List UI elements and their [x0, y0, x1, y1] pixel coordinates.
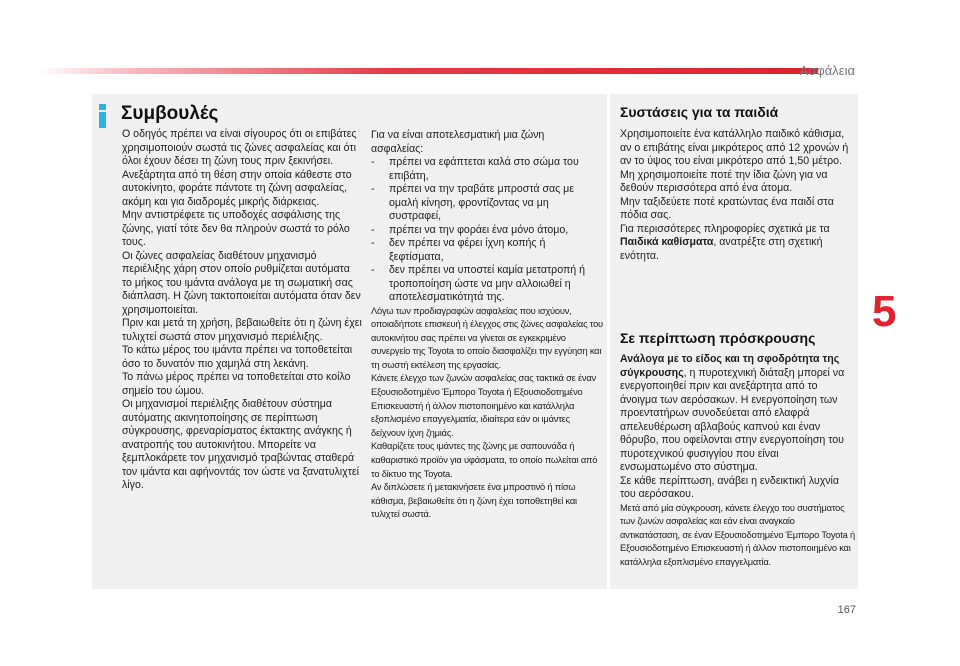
section-title: Ασφάλεια [799, 63, 855, 78]
list-item: - πρέπει να την φοράει ένα μόνο άτομο, [371, 223, 569, 236]
accident-small-paragraph: Μετά από μία σύγκρουση, κάνετε έλεγχο του συστήματος των ζωνών ασφαλείας και εάν είναι αναγκαίο αντικατάσταση, σε έναν Εξουσιοδοτημένο Έμπορο Toyota ή Εξουσιοδοτημένο Επισκευαστή ή άλλον πιστοποιημένο και κατάλληλα εξοπλισμένο επαγγελματία. [620, 502, 855, 567]
children-paragraph: Μην ταξιδεύετε ποτέ κρατώντας ένα παιδί στα πόδια σας. [620, 195, 834, 221]
advice-small-paragraph: Καθαρίζετε τους ιμάντες της ζώνης με σαπουνάδα ή καθαριστικό προϊόν για υφάσματα, το οποίο πωλείται από το δίκτυο της Toyota. [371, 441, 598, 479]
column-divider [607, 94, 610, 589]
child-seats-link-text: Παιδικά καθίσματα [620, 236, 714, 248]
list-item: - πρέπει να εφάπτεται καλά στο σώμα του επιβάτη, [371, 156, 579, 182]
advice-title: Συμβουλές [121, 103, 219, 124]
children-paragraph: Χρησιμοποιείτε ένα κατάλληλο παιδικό κάθισμα, αν ο επιβάτης είναι μικρότερος από 12 χρονών ή αν το ύψος του είναι μικρότερο από 1,50 μέτρο. [620, 128, 849, 167]
advice-paragraph: Μην αντιστρέφετε τις υποδοχές ασφάλισης της ζώνης, γιατί τότε δεν θα πληρούν σωστά το ρόλο τους. [122, 209, 350, 248]
advice-paragraph: Ανεξάρτητα από τη θέση στην οποία κάθεστε στο αυτοκίνητο, φοράτε πάντοτε τη ζώνη ασφαλείας, ακόμη και για διαδρομές μικρής διάρκειας. [122, 168, 352, 208]
advice-small-paragraph: Κάνετε έλεγχο των ζωνών ασφαλείας σας τακτικά σε έναν Εξουσιοδοτημένο Έμπορο Toyota ή Εξουσιοδοτημένο Επισκευαστή ή άλλον πιστοποιημένο και κατάλληλα εξοπλισμένο επαγγελματία, ιδιαίτερα εάν οι ιμάντες δείχνουν ίχνη ζημιάς. [371, 373, 596, 438]
children-column [620, 128, 852, 263]
advice-paragraph: Οι μηχανισμοί περιέλιξης διαθέτουν σύστημα αυτόματης ακινητοποίησης σε περίπτωση σύγκρουσης, φρεναρίσματος έκτακτης ανάγκης ή ανατροπής του αυτοκινήτου. Μπορείτε να ξεμπλοκάρετε τον μηχανισμό τραβώντας σταθερά τον ιμάντα και αφήνοντάς τον ώστε να ξανατυλιχτεί λίγο. [122, 398, 359, 491]
advice-column-1 [122, 128, 362, 493]
advice-paragraph: Οι ζώνες ασφαλείας διαθέτουν μηχανισμό περιέλιξης χάρη στον οποίο ρυθμίζεται αυτόματα το μήκος του ιμάντα ανάλογα με τη σωματική σας διάπλαση. Η ζώνη τακτοποιείται αυτόματα όταν δεν χρησιμοποιείται. [122, 249, 361, 316]
children-paragraph: Μη χρησιμοποιείτε ποτέ την ίδια ζώνη για να δεθούν περισσότερα από ένα άτομα. [620, 168, 828, 194]
advice-paragraph: Το κάτω μέρος του ιμάντα πρέπει να τοποθετείται όσο το δυνατόν πιο χαμηλά στη λεκάνη. [122, 344, 353, 370]
chapter-number: 5 [872, 287, 897, 336]
advice-small-paragraph: Αν διπλώσετε ή μετακινήσετε ένα μπροστινό ή πίσω κάθισμα, βεβαιωθείτε ότι η ζώνη έχει τοποθετηθεί και τυλιχτεί σωστά. [371, 482, 577, 520]
list-item: - πρέπει να την τραβάτε μπροστά σας με ομαλή κίνηση, φροντίζοντας να μη συστραφεί, [371, 183, 574, 222]
advice-small-paragraph: Λόγω των προδιαγραφών ασφαλείας που ισχύουν, οποιαδήποτε επισκευή ή έλεγχος στις ζώνες ασφαλείας του αυτοκινήτου σας πρέπει να γίνεται σε εγκεκριμένο συνεργείο της Toyota το οποίο διασφαλίζει την εγγύηση και τη σωστή εκτέλεση της εργασίας. [371, 305, 603, 370]
accident-title: Σε περίπτωση πρόσκρουσης [620, 330, 816, 346]
info-icon [96, 104, 110, 128]
advice-paragraph: Ο οδηγός πρέπει να είναι σίγουρος ότι οι επιβάτες χρησιμοποιούν σωστά τις ζώνες ασφαλείας και ότι όλοι έχουν δέσει τη ζώνη τους πριν ξεκινήσει. [122, 128, 357, 167]
children-title: Συστάσεις για τα παιδιά [620, 104, 779, 120]
advice-column-2 [371, 129, 603, 522]
page-number: 167 [837, 604, 856, 616]
header-accent-bar [38, 68, 818, 74]
accident-paragraph: Σε κάθε περίπτωση, ανάβει η ενδεικτική λυχνία του αερόσακου. [620, 474, 840, 500]
effective-intro: Για να είναι αποτελεσματική μια ζώνη ασφαλείας: [371, 129, 545, 155]
advice-paragraph: Το πάνω μέρος πρέπει να τοποθετείται στο κοίλο σημείο του ώμου. [122, 371, 351, 397]
requirements-list [371, 156, 599, 305]
list-item: - δεν πρέπει να υποστεί καμία μετατροπή ή τροποποίηση ώστε να μην αλλοιωθεί η αποτελεσματικότητά της. [371, 264, 585, 303]
children-more-info: Για περισσότερες πληροφορίες σχετικά με τα Παιδικά καθίσματα, ανατρέξτε στη σχετική ενότητα. [620, 222, 830, 262]
list-item: - δεν πρέπει να φέρει ίχνη κοπής ή ξεφτίσματα, [371, 237, 546, 263]
accident-lead: Ανάλογα με το είδος και τη σφοδρότητα της σύγκρουσης, η πυροτεχνική διάταξη μπορεί να ενεργοποιηθεί πριν και ανεξάρτητα από το άνοιγμα των αερόσακων. Η ενεργοποίηση των προεντατήρων συνοδεύεται από ελαφρά απελευθέρωση αβλαβούς καπνού και έναν θόρυβο, που οφείλονται στην ενεργοποίηση του πυροτεχνικού φυσιγγίου που είναι ενσωματωμένο στο σύστημα. [620, 353, 845, 473]
accident-column [620, 353, 855, 569]
advice-paragraph: Πριν και μετά τη χρήση, βεβαιωθείτε ότι η ζώνη έχει τυλιχτεί σωστά στον μηχανισμό περιέλιξης. [122, 317, 362, 343]
